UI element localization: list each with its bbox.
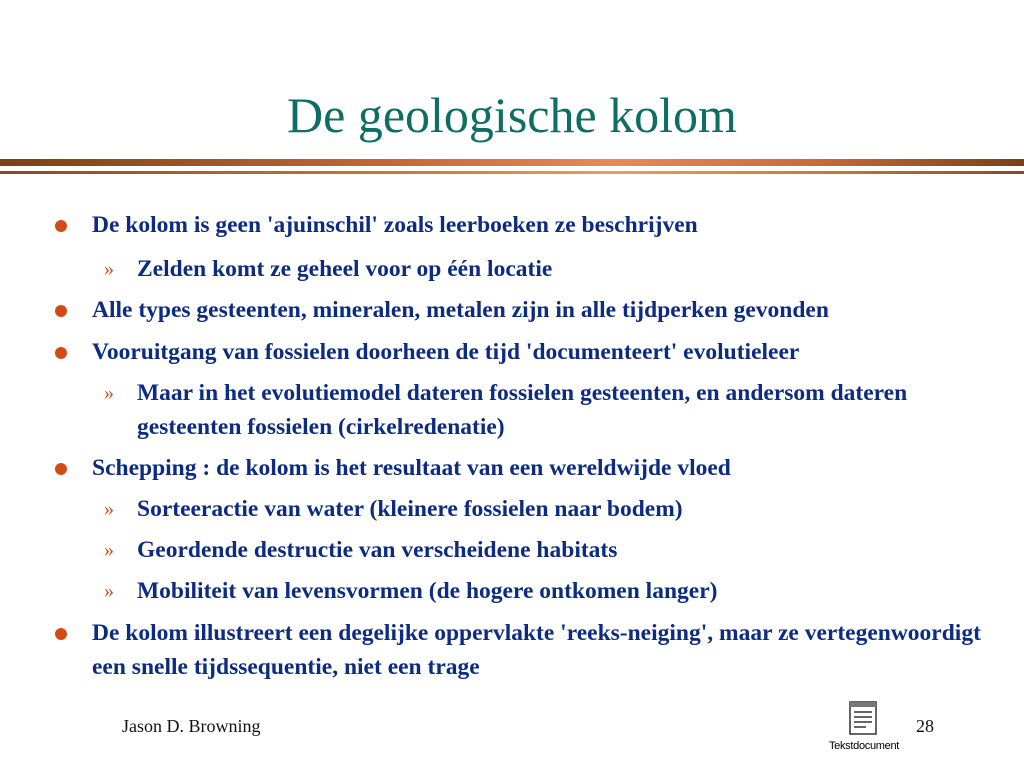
title-divider-thin (0, 171, 1024, 174)
sub-bullet-text: Mobiliteit van levensvormen (de hogere ontkomen langer) (137, 578, 718, 604)
sub-bullet-marker: » (104, 580, 114, 602)
bullet-dot-icon (55, 305, 67, 317)
bullet-dot-icon (55, 347, 67, 359)
sub-bullet-marker: » (104, 258, 114, 280)
sub-bullet-text: Zelden komt ze geheel voor op één locatie (137, 256, 553, 282)
footer-author: Jason D. Browning (122, 716, 261, 736)
sub-bullet-marker: » (104, 382, 114, 404)
bullet-text: De kolom illustreert een degelijke oppervlakte 'reeks-neiging', maar ze vertegenwoordigt een snelle tijdssequentie, niet een trage (92, 620, 981, 680)
sub-bullet-item (104, 376, 992, 444)
bullet-item (92, 293, 992, 327)
bullet-text: Vooruitgang van fossielen doorheen de tijd 'documenteert' evolutieleer (92, 339, 800, 365)
bullet-item (92, 616, 992, 684)
sub-bullet-item (104, 533, 992, 567)
bullet-dot-icon (55, 463, 67, 475)
attachment-label[interactable]: Tekstdocument (828, 740, 900, 752)
text-document-icon[interactable] (848, 700, 878, 736)
sub-bullet-text: Maar in het evolutiemodel dateren fossielen gesteenten, en andersom dateren gesteenten fossielen (cirkelredenatie) (137, 380, 908, 440)
sub-bullet-marker: » (104, 498, 114, 520)
sub-bullet-text: Geordende destructie van verscheidene habitats (137, 537, 618, 563)
sub-bullet-item (104, 252, 992, 286)
bullet-item (92, 335, 992, 369)
title-divider-thick (0, 159, 1024, 166)
bullet-text: De kolom is geen 'ajuinschil' zoals leerboeken ze beschrijven (92, 212, 698, 238)
bullet-item (92, 451, 992, 485)
sub-bullet-text: Sorteeractie van water (kleinere fossielen naar bodem) (137, 496, 683, 522)
sub-bullet-item (104, 574, 992, 608)
bullet-item (92, 208, 992, 242)
bullet-dot-icon (55, 628, 67, 640)
page-number: 28 (916, 716, 934, 736)
bullet-text: Alle types gesteenten, mineralen, metalen zijn in alle tijdperken gevonden (92, 297, 829, 323)
slide-title: De geologische kolom (287, 87, 737, 143)
sub-bullet-marker: » (104, 539, 114, 561)
sub-bullet-item (104, 492, 992, 526)
bullet-text: Schepping : de kolom is het resultaat van een wereldwijde vloed (92, 455, 731, 481)
bullet-dot-icon (55, 220, 67, 232)
